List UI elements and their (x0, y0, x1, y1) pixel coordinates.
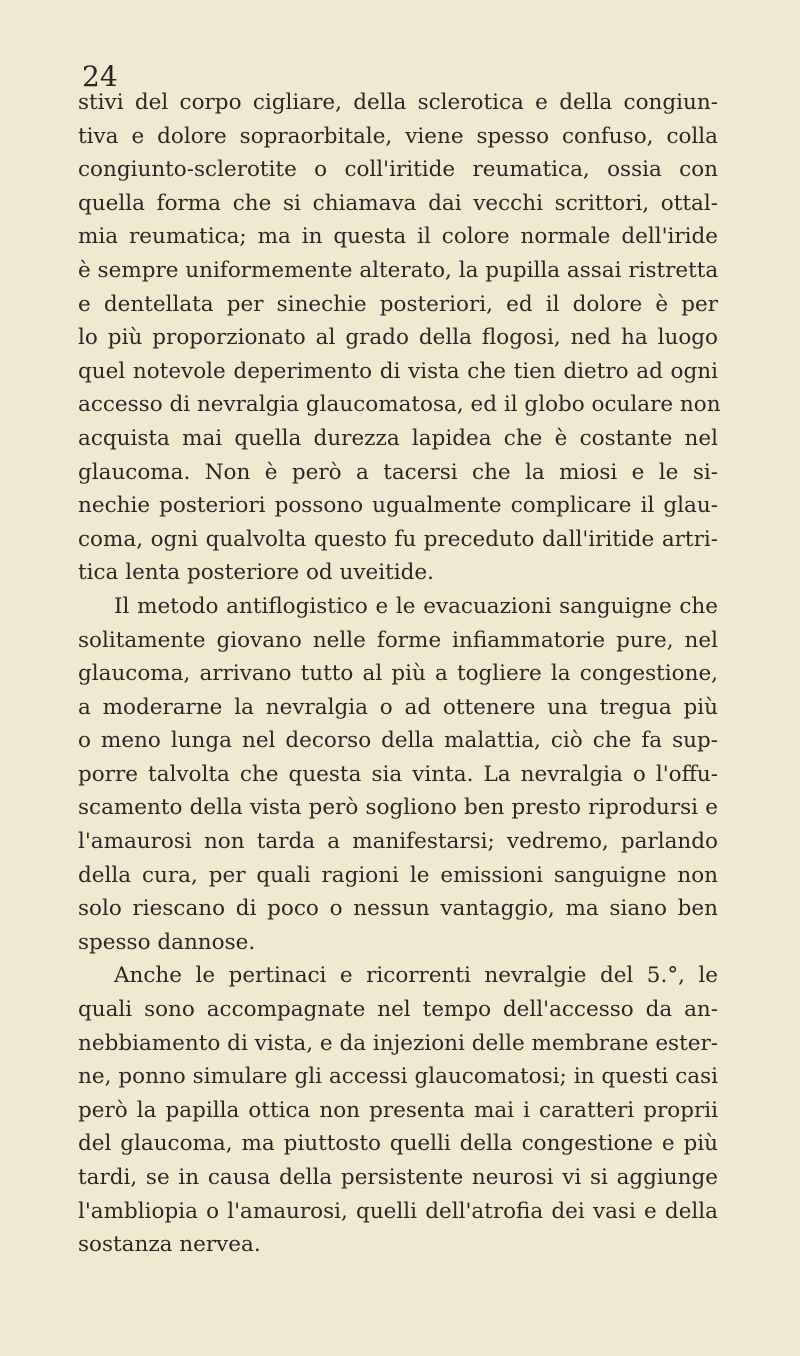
text-line: glaucoma. Non è però a tacersi che la miosi e le si- (78, 459, 718, 485)
text-line: porre talvolta che questa sia vinta. La nevralgia o l'offu- (78, 761, 718, 787)
page-number: 24 (82, 60, 118, 93)
text-line: a moderarne la nevralgia o ad ottenere una tregua più (78, 694, 718, 720)
text-line: accesso di nevralgia glaucomatosa, ed il globo oculare non (78, 392, 721, 418)
text-line: solo riescano di poco o nessun vantaggio, ma siano ben (78, 896, 718, 922)
text-line: l'ambliopia o l'amaurosi, quelli dell'atrofia dei vasi e della (78, 1198, 718, 1224)
text-line: congiunto-sclerotite o coll'iritide reumatica, ossia con (78, 157, 718, 183)
text-line: stivi del corpo cigliare, della sclerotica e della congiun- (78, 90, 718, 115)
text-line: glaucoma, arrivano tutto al più a togliere la congestione, (78, 661, 718, 687)
text-line: ne, ponno simulare gli accessi glaucomatosi; in questi casi (78, 1064, 718, 1090)
text-line: nechie posteriori possono ugualmente complicare il glau- (78, 493, 718, 519)
text-line: acquista mai quella durezza lapidea che è costante nel (78, 425, 718, 451)
paragraph-start-line: Il metodo antiflogistico e le evacuazioni sanguigne che (114, 593, 718, 619)
text-line: del glaucoma, ma piuttosto quelli della congestione e più (78, 1131, 718, 1157)
body-text (78, 86, 721, 1262)
paragraph-end-line: tica lenta posteriore od uveitide. (78, 560, 434, 586)
text-line: e dentellata per sinechie posteriori, ed il dolore è per (78, 291, 718, 317)
text-line: quali sono accompagnate nel tempo dell'accesso da an- (78, 997, 718, 1023)
text-line: scamento della vista però sogliono ben presto riprodursi e (78, 795, 718, 821)
paragraph-end-line: sostanza nervea. (78, 1232, 261, 1258)
text-line: coma, ogni qualvolta questo fu preceduto dall'iritide artri- (78, 526, 718, 552)
text-line: è sempre uniformemente alterato, la pupilla assai ristretta (78, 257, 719, 283)
text-line: però la papilla ottica non presenta mai i caratteri proprii (78, 1097, 718, 1123)
text-line: tiva e dolore sopraorbitale, viene spesso confuso, colla (78, 123, 718, 149)
text-line: quel notevole deperimento di vista che tien dietro ad ogni (78, 358, 718, 384)
text-line: solitamente giovano nelle forme infiammatorie pure, nel (78, 627, 718, 653)
text-line: quella forma che si chiamava dai vecchi scrittori, ottal- (78, 190, 718, 216)
text-line: tardi, se in causa della persistente neurosi vi si aggiunge (78, 1165, 718, 1190)
paragraph-end-line: spesso dannose. (78, 929, 256, 955)
text-line: mia reumatica; ma in questa il colore normale dell'iride (78, 224, 718, 250)
text-line: della cura, per quali ragioni le emissioni sanguigne non (78, 862, 718, 888)
text-line: nebbiamento di vista, e da injezioni delle membrane ester- (78, 1030, 718, 1056)
text-line: l'amaurosi non tarda a manifestarsi; vedremo, parlando (78, 829, 718, 855)
paragraph-start-line: Anche le pertinaci e ricorrenti nevralgie del 5.°, le (114, 963, 718, 989)
text-line: lo più proporzionato al grado della flogosi, ned ha luogo (78, 325, 718, 351)
text-line: o meno lunga nel decorso della malattia, ciò che fa sup- (78, 728, 718, 754)
